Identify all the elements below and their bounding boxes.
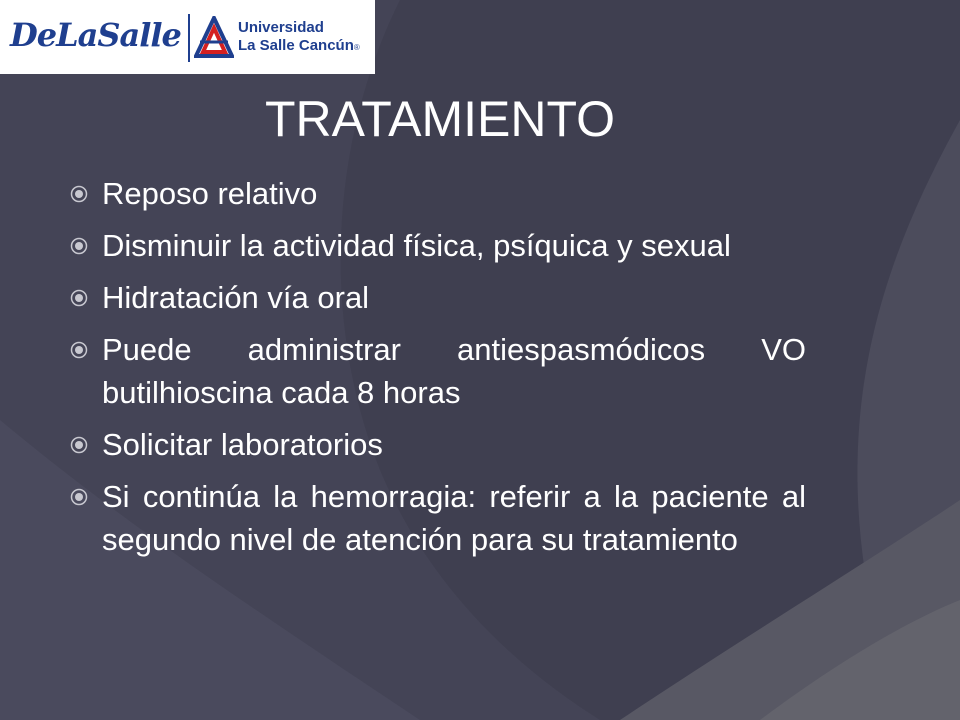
list-item	[66, 172, 806, 215]
circled-dot-icon	[70, 341, 88, 359]
bullet-text: Puede administrar antiespasmódicos VO butilhioscina cada 8 horas	[102, 332, 806, 410]
bullet-text: Solicitar laboratorios	[102, 427, 383, 462]
bullet-text: Disminuir la actividad física, psíquica y sexual	[102, 228, 731, 263]
circled-dot-icon	[70, 289, 88, 307]
list-item	[66, 423, 806, 466]
university-logo	[0, 0, 375, 74]
circled-dot-icon	[70, 185, 88, 203]
list-item	[66, 328, 806, 414]
registered-mark: ®	[353, 43, 360, 52]
circled-dot-icon	[70, 237, 88, 255]
la-salle-emblem-icon	[194, 16, 234, 58]
list-item	[66, 224, 806, 267]
university-line-1: Universidad	[238, 19, 324, 36]
delasalle-wordmark: DeLaSalle	[10, 16, 181, 54]
circled-dot-icon	[70, 436, 88, 454]
list-item	[66, 276, 806, 319]
list-item	[66, 475, 806, 561]
bullet-text: Reposo relativo	[102, 176, 318, 211]
university-name	[238, 19, 360, 57]
bullet-text: Si continúa la hemorragia: referir a la paciente al segundo nivel de atención para su tratamiento	[102, 479, 806, 557]
slide-title: TRATAMIENTO	[265, 91, 615, 147]
circled-dot-icon	[70, 488, 88, 506]
logo-divider	[188, 14, 190, 62]
bullet-list	[66, 172, 806, 570]
university-line-2: La Salle Cancún	[238, 37, 354, 54]
bullet-text: Hidratación vía oral	[102, 280, 370, 315]
